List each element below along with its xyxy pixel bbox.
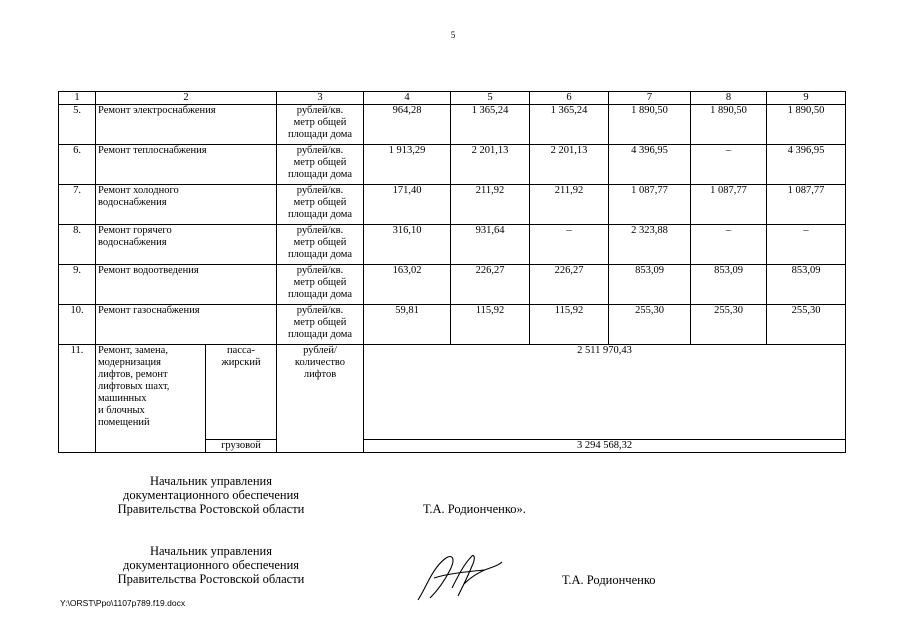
column-number: 7 bbox=[609, 92, 691, 105]
value-cell: 1 087,77 bbox=[609, 185, 691, 225]
value-cell: 853,09 bbox=[609, 265, 691, 305]
value-cell: 115,92 bbox=[530, 305, 609, 345]
row-number: 11. bbox=[59, 345, 96, 453]
unit: рублей/кв. метр общей площади дома bbox=[277, 145, 364, 185]
value-cell: 59,81 bbox=[364, 305, 451, 345]
signatory-name: Т.А. Родионченко bbox=[562, 573, 656, 587]
value-cell: 226,27 bbox=[451, 265, 530, 305]
value-cell: 1 890,50 bbox=[609, 105, 691, 145]
column-number: 2 bbox=[96, 92, 277, 105]
passenger-lift-value: 2 511 970,43 bbox=[364, 345, 846, 440]
value-cell: 1 913,29 bbox=[364, 145, 451, 185]
column-number: 8 bbox=[691, 92, 767, 105]
unit: рублей/кв. метр общей площади дома bbox=[277, 225, 364, 265]
row-number: 5. bbox=[59, 105, 96, 145]
value-cell: 163,02 bbox=[364, 265, 451, 305]
row-number: 6. bbox=[59, 145, 96, 185]
value-cell: 853,09 bbox=[691, 265, 767, 305]
table-row bbox=[59, 145, 846, 185]
table-row bbox=[59, 105, 846, 145]
unit: рублей/кв. метр общей площади дома bbox=[277, 105, 364, 145]
column-number: 9 bbox=[767, 92, 846, 105]
row-number: 8. bbox=[59, 225, 96, 265]
value-cell: 931,64 bbox=[451, 225, 530, 265]
signatory-title: Начальник управления документационного обеспечения Правительства Ростовской области bbox=[117, 544, 305, 586]
value-cell: – bbox=[767, 225, 846, 265]
work-name: Ремонт горячего водоснабжения bbox=[96, 225, 277, 265]
page-number: 5 bbox=[450, 30, 456, 40]
value-cell: 1 365,24 bbox=[530, 105, 609, 145]
value-cell: 255,30 bbox=[609, 305, 691, 345]
value-cell: 4 396,95 bbox=[609, 145, 691, 185]
column-number: 5 bbox=[451, 92, 530, 105]
work-name: Ремонт электроснабжения bbox=[96, 105, 277, 145]
value-cell: 316,10 bbox=[364, 225, 451, 265]
table-row bbox=[59, 305, 846, 345]
unit: рублей/кв. метр общей площади дома bbox=[277, 185, 364, 225]
table-row bbox=[59, 225, 846, 265]
lift-row bbox=[59, 345, 846, 440]
value-cell: 1 890,50 bbox=[767, 105, 846, 145]
work-name: Ремонт водоотведения bbox=[96, 265, 277, 305]
value-cell: 1 087,77 bbox=[767, 185, 846, 225]
value-cell: 1 890,50 bbox=[691, 105, 767, 145]
row-number: 7. bbox=[59, 185, 96, 225]
file-path: Y:\ORST\Ppo\1107p789.f19.docx bbox=[60, 598, 186, 608]
tariff-table bbox=[58, 91, 846, 453]
column-number: 3 bbox=[277, 92, 364, 105]
signatory-title: Начальник управления документационного обеспечения Правительства Ростовской области bbox=[117, 474, 305, 516]
unit: рублей/кв. метр общей площади дома bbox=[277, 305, 364, 345]
work-name: Ремонт холодного водоснабжения bbox=[96, 185, 277, 225]
value-cell: – bbox=[691, 145, 767, 185]
value-cell: 1 365,24 bbox=[451, 105, 530, 145]
value-cell: 2 201,13 bbox=[530, 145, 609, 185]
value-cell: 115,92 bbox=[451, 305, 530, 345]
work-name: Ремонт газоснабжения bbox=[96, 305, 277, 345]
row-number: 9. bbox=[59, 265, 96, 305]
value-cell: 211,92 bbox=[530, 185, 609, 225]
value-cell: 211,92 bbox=[451, 185, 530, 225]
value-cell: 2 201,13 bbox=[451, 145, 530, 185]
value-cell: 2 323,88 bbox=[609, 225, 691, 265]
unit: рублей/кв. метр общей площади дома bbox=[277, 265, 364, 305]
value-cell: 226,27 bbox=[530, 265, 609, 305]
lift-type-passenger: пасса- жирский bbox=[206, 345, 277, 440]
value-cell: – bbox=[691, 225, 767, 265]
cargo-lift-value: 3 294 568,32 bbox=[364, 440, 846, 453]
table-row bbox=[59, 265, 846, 305]
column-number: 1 bbox=[59, 92, 96, 105]
value-cell: 853,09 bbox=[767, 265, 846, 305]
value-cell: 964,28 bbox=[364, 105, 451, 145]
value-cell: 4 396,95 bbox=[767, 145, 846, 185]
value-cell: 255,30 bbox=[767, 305, 846, 345]
value-cell: – bbox=[530, 225, 609, 265]
value-cell: 171,40 bbox=[364, 185, 451, 225]
signatory-name: Т.А. Родионченко». bbox=[423, 502, 526, 516]
lift-type-cargo: грузовой bbox=[206, 440, 277, 453]
handwritten-signature bbox=[412, 548, 504, 608]
work-name: Ремонт теплоснабжения bbox=[96, 145, 277, 185]
unit: рублей/ количество лифтов bbox=[277, 345, 364, 453]
value-cell: 1 087,77 bbox=[691, 185, 767, 225]
column-number: 6 bbox=[530, 92, 609, 105]
value-cell: 255,30 bbox=[691, 305, 767, 345]
column-number: 4 bbox=[364, 92, 451, 105]
work-name: Ремонт, замена, модернизация лифтов, ремонт лифтовых шахт, машинных и блочных помещений bbox=[96, 345, 206, 453]
row-number: 10. bbox=[59, 305, 96, 345]
column-number-row bbox=[59, 92, 846, 105]
table-row bbox=[59, 185, 846, 225]
